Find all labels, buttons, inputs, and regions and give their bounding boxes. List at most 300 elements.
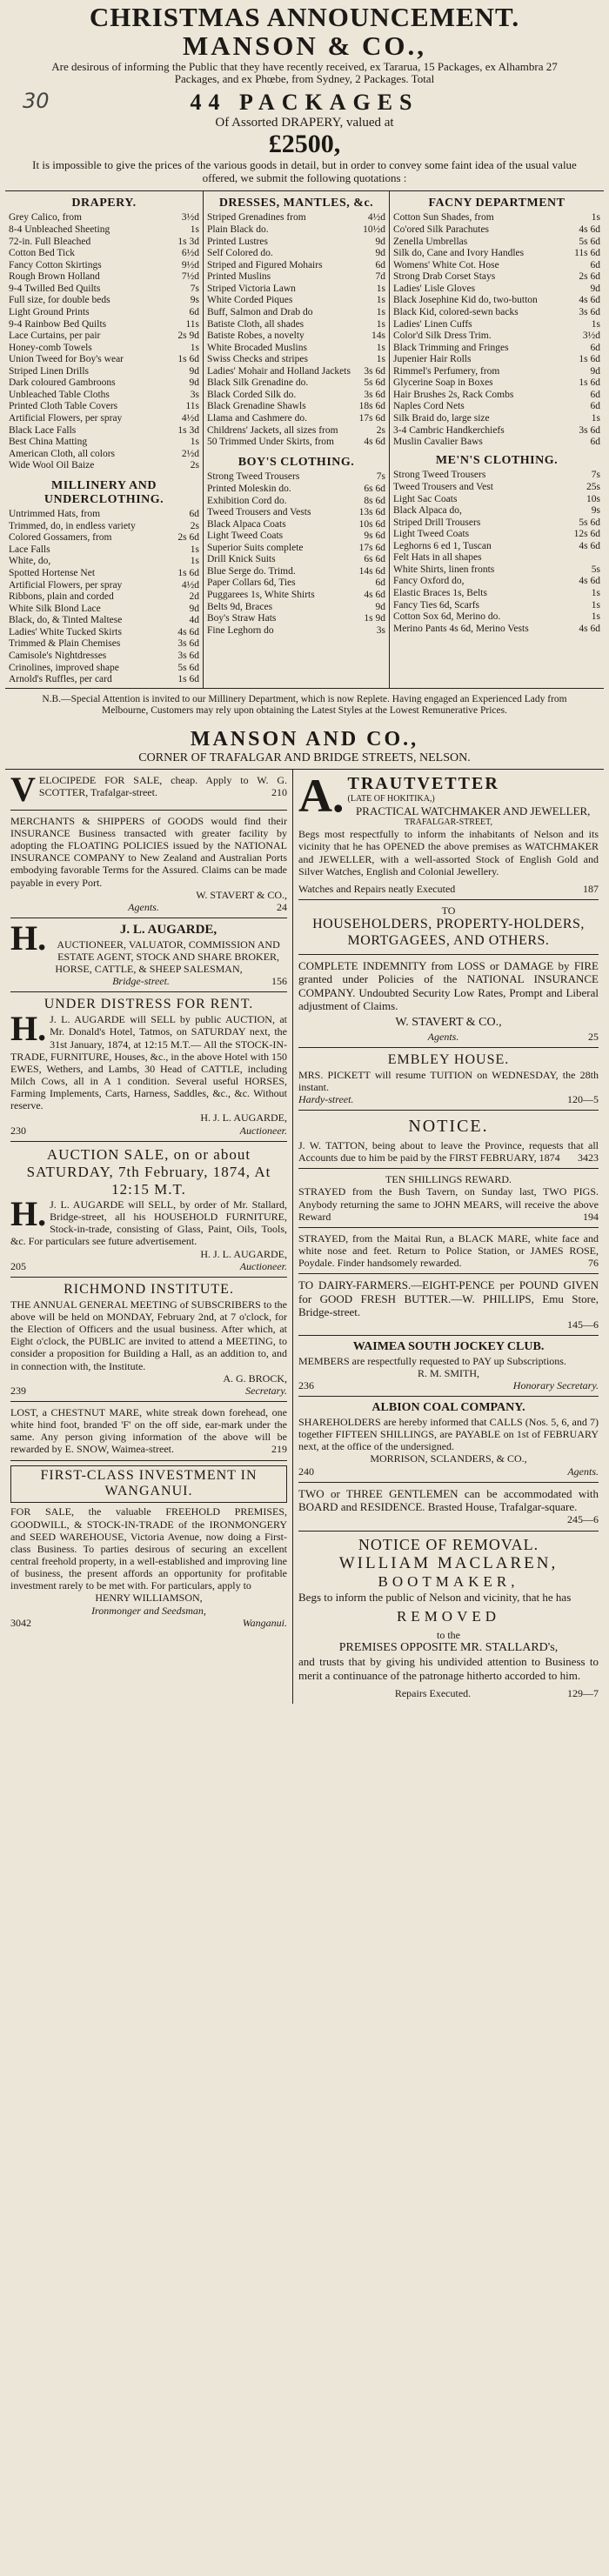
ad-trautvetter — [298, 770, 599, 900]
ad-strayed-mare — [298, 1228, 599, 1274]
trautvetter-sub: (LATE OF HOKITIKA,) — [347, 794, 435, 804]
item-price: 4½d — [181, 579, 199, 591]
lost-text: LOST, a CHESTNUT MARE, white streak down forehead, one white hind foot, branded 'F' on the off side, ear-mark under the same. Any person giving information of the above will be rewarded by E. SNOW, Waimea-street. — [10, 1405, 287, 1456]
item-name: Puggarees 1s, White Shirts — [207, 590, 315, 601]
item-price: 1s 6d — [177, 354, 199, 365]
item-name: Jupenier Hair Rolls — [393, 354, 472, 365]
embley-text: MRS. PICKETT will resume TUITION on WEDNESDAY, the 28th instant. — [298, 1068, 599, 1093]
item-price: 9d — [375, 601, 385, 612]
dresses-heading: DRESSES, MANTLES, &c. — [218, 196, 374, 210]
price-item — [207, 519, 385, 531]
item-price: 6s 6d — [364, 483, 385, 494]
item-name: Elastic Braces 1s, Belts — [393, 588, 487, 599]
removal-premises: PREMISES OPPOSITE MR. STALLARD's, — [338, 1640, 559, 1654]
removal-foot: Repairs Executed. — [394, 1686, 472, 1699]
distress-signer: H. J. L. AUGARDE, — [200, 1111, 287, 1124]
item-name: Honey-comb Towels — [9, 342, 92, 353]
item-name: Belts 9d, Braces — [207, 601, 273, 612]
householders-to: TO — [441, 904, 456, 918]
item-price: 3½d — [582, 330, 600, 342]
price-item — [207, 471, 385, 484]
packages-count: 44 PACKAGES — [190, 90, 419, 116]
auction-signer: H. J. L. AUGARDE, — [200, 1247, 287, 1260]
item-price: 1s — [376, 342, 385, 353]
price-item — [9, 615, 199, 627]
price-item — [9, 580, 199, 592]
item-name: Merino Pants 4s 6d, Merino Vests — [393, 623, 529, 634]
price-item — [9, 604, 199, 616]
item-price: 3s 6d — [177, 638, 199, 650]
item-price: 4s 6d — [364, 590, 385, 601]
price-item — [9, 354, 199, 366]
price-item — [207, 484, 385, 496]
ad-dairy-farmers — [298, 1274, 599, 1336]
price-item — [393, 611, 600, 624]
price-item — [393, 437, 600, 449]
price-item — [207, 507, 385, 519]
item-name: Lace Falls — [9, 544, 50, 555]
item-price: 1s — [376, 306, 385, 317]
item-price: 9d — [590, 283, 600, 294]
item-name: Trimmed, do, in endless variety — [9, 520, 136, 531]
albion-role: Agents. — [567, 1465, 599, 1478]
item-price: 1s 6d — [177, 568, 199, 578]
mens-list — [393, 470, 600, 635]
item-name: Striped Victoria Lawn — [207, 283, 296, 294]
price-item — [207, 425, 385, 437]
price-item — [207, 543, 385, 555]
item-name: Striped and Figured Mohairs — [207, 259, 323, 270]
item-name: Cotton Sun Shades, from — [393, 212, 494, 224]
embley-addr: Hardy-street. — [298, 1093, 354, 1106]
item-name: Light Tweed Coats — [207, 531, 284, 542]
price-item — [393, 319, 600, 331]
price-item — [207, 401, 385, 413]
item-name: White Corded Piques — [207, 295, 293, 306]
item-price: 7s — [190, 283, 199, 294]
price-item — [207, 496, 385, 508]
item-price: 1s — [376, 318, 385, 330]
merchants-role: Agents. — [128, 900, 159, 913]
price-item — [393, 529, 600, 541]
item-price: 1s 6d — [579, 377, 600, 389]
item-price: 10s — [586, 493, 600, 504]
ad-householders — [298, 900, 599, 955]
reward-heading: TEN SHILLINGS REWARD. — [385, 1173, 512, 1186]
notice-heading: NOTICE. — [408, 1117, 489, 1137]
item-price: 4s 6d — [579, 540, 600, 551]
price-item — [9, 295, 199, 307]
item-name: Glycerine Soap in Boxes — [393, 377, 493, 389]
item-price: 9d — [590, 365, 600, 377]
item-price: 1s — [591, 599, 600, 611]
price-item — [393, 564, 600, 577]
ad-waimea-jockey-club — [298, 1336, 599, 1397]
item-name: 72-in. Full Bleached — [9, 236, 91, 247]
price-item — [393, 576, 600, 588]
item-price: 1s — [190, 544, 199, 555]
item-price: 17s 6d — [358, 542, 385, 553]
price-item — [207, 577, 385, 590]
item-price: 1s — [591, 413, 600, 424]
item-name: Cotton Sox 6d, Merino do. — [393, 611, 501, 623]
item-price: 7s — [591, 470, 600, 481]
item-name: Fancy Cotton Skirtings — [9, 259, 102, 270]
item-price: 1s — [591, 212, 600, 224]
price-item — [9, 224, 199, 237]
price-item — [9, 237, 199, 249]
price-item — [207, 554, 385, 566]
item-price: 7d — [375, 271, 385, 283]
price-item — [9, 377, 199, 390]
price-item — [393, 284, 600, 296]
merchants-text: MERCHANTS & SHIPPERS of GOODS would find their INSURANCE Business transacted with greater facility by adopting the FLOATING POLICIES issued by the NATIONAL INSURANCE COMPANY to New Zealand and Australian Ports embodying favorable Terms for the Assured. Claims can be made payable in every Port. — [10, 814, 287, 889]
price-item — [393, 588, 600, 600]
item-price: 1s — [376, 283, 385, 294]
item-name: Tweed Trousers and Vest — [393, 481, 493, 492]
item-name: White Brocaded Muslins — [207, 342, 307, 353]
trautvetter-name: TRAUTVETTER — [347, 773, 499, 793]
item-name: Drill Knick Suits — [207, 554, 276, 565]
item-price: 1s — [190, 437, 199, 448]
item-price: 8s 6d — [364, 495, 385, 506]
item-name: Printed Lustres — [207, 236, 268, 247]
price-item — [9, 674, 199, 686]
item-name: Black Grenadine Shawls — [207, 401, 306, 412]
price-item — [9, 330, 199, 343]
price-item — [9, 319, 199, 331]
item-name: White Shirts, linen fronts — [393, 564, 495, 575]
item-name: Buff, Salmon and Drab do — [207, 306, 313, 317]
price-item — [9, 307, 199, 319]
price-table — [5, 190, 604, 689]
item-name: Naples Cord Nets — [393, 401, 465, 412]
fancy-list — [393, 212, 600, 448]
price-item — [393, 307, 600, 319]
item-name: Llama and Cashmere do. — [207, 413, 307, 424]
item-price: 12s 6d — [573, 529, 600, 540]
item-name: Self Colored do. — [207, 248, 273, 259]
item-price: 10½d — [363, 224, 385, 236]
price-item — [9, 437, 199, 449]
price-item — [9, 390, 199, 402]
ad-velocipede — [10, 770, 287, 811]
price-item — [393, 354, 600, 366]
item-price: 2½d — [181, 448, 199, 459]
price-item — [207, 271, 385, 284]
richmond-heading: RICHMOND INSTITUTE. — [64, 1281, 234, 1297]
price-item — [393, 390, 600, 402]
item-name: Ribbons, plain and corded — [9, 591, 114, 603]
ad-ten-shillings-reward — [298, 1169, 599, 1228]
item-price: 6d — [375, 259, 385, 270]
embley-heading: EMBLEY HOUSE. — [387, 1051, 510, 1067]
price-item — [9, 638, 199, 651]
item-price: 1s — [190, 342, 199, 353]
quotations-intro: It is impossible to give the prices of the various goods in detail, but in order to convey some faint idea of the usual value offered, we submit the following quotations : — [32, 157, 577, 184]
price-item — [393, 470, 600, 482]
item-price: 1s — [591, 318, 600, 330]
strayed-text: STRAYED, from the Maitai Run, a BLACK MARE, white face and white nose and feet. Return to Police Station, or JAMES ROSE, Poydale. Finder handsomely rewarded. — [298, 1231, 599, 1270]
item-price: 11s 6d — [574, 248, 600, 259]
price-item — [393, 295, 600, 307]
price-item — [9, 401, 199, 413]
price-item — [393, 330, 600, 343]
item-price: 3s 6d — [364, 389, 385, 400]
price-item — [207, 377, 385, 390]
price-item — [207, 319, 385, 331]
item-name: White Silk Blond Lace — [9, 603, 101, 614]
price-item — [207, 248, 385, 260]
waimea-role: Honorary Secretary. — [512, 1379, 599, 1392]
indemnity-num: 25 — [587, 1030, 599, 1043]
item-name: Wide Wool Oil Baize — [9, 460, 95, 471]
item-name: Light Sac Coats — [393, 493, 458, 504]
dresses-list — [207, 212, 385, 448]
item-name: Black Alpaca do, — [393, 505, 462, 517]
item-name: Striped Drill Trousers — [393, 517, 481, 528]
millinery-list — [9, 509, 199, 685]
albion-text: SHAREHOLDERS are hereby informed that CALLS (Nos. 5, 6, and 7) together FIFTEEN SHILLINGS, are PAYABLE on 1st of FEBRUARY next, at the office of the undersigned. — [298, 1415, 599, 1453]
price-item — [207, 260, 385, 272]
price-item — [207, 613, 385, 625]
price-item — [393, 377, 600, 390]
item-name: Arnold's Ruffles, per card — [9, 674, 112, 685]
auction-text: J. L. AUGARDE will SELL, by order of Mr. Stallard, Bridge-street, all his HOUSEHOLD FURNITURE, Stock-in-trade, consisting of Glass, Paint, Oils, Tools, &c. For particulars see future advertisement. — [10, 1198, 287, 1248]
price-item — [393, 260, 600, 272]
albion-signer: MORRISON, SCLANDERS, & CO., — [370, 1452, 527, 1465]
millinery-heading: MILLINERY AND UNDERCLOTHING. — [44, 478, 164, 506]
classified-right-column — [293, 770, 604, 1704]
item-price: 2s 6d — [579, 271, 600, 283]
richmond-signer: A. G. BROCK, — [223, 1371, 287, 1385]
price-item — [9, 509, 199, 521]
item-name: Black Alpaca Coats — [207, 518, 286, 530]
price-col-left — [5, 191, 204, 688]
item-price: 13s 6d — [358, 507, 385, 518]
merchants-num: 24 — [276, 900, 287, 913]
assorted-line: Of Assorted DRAPERY, valued at — [215, 115, 394, 130]
price-item — [9, 413, 199, 425]
item-name: Black Lace Falls — [9, 424, 77, 436]
item-name: Tweed Trousers and Vests — [207, 507, 311, 518]
item-name: Ladies' White Tucked Skirts — [9, 626, 122, 637]
distress-num: 230 — [10, 1124, 26, 1137]
announcement-title: CHRISTMAS ANNOUNCEMENT. — [89, 2, 520, 32]
price-item — [207, 237, 385, 249]
removal-num: 129—7 — [567, 1686, 599, 1699]
item-name: Striped Grenadines from — [207, 212, 306, 224]
firm-name: MANSON & CO., — [182, 30, 427, 61]
price-item — [393, 248, 600, 260]
item-price: 5s — [591, 564, 600, 575]
mens-heading: ME'N'S CLOTHING. — [435, 453, 559, 467]
fancy-heading: FACNY DEPARTMENT — [428, 196, 566, 210]
price-item — [9, 556, 199, 568]
augarde-num: 156 — [271, 975, 287, 988]
price-item — [9, 260, 199, 272]
price-item — [9, 544, 199, 557]
item-name: Co'ored Silk Parachutes — [393, 224, 490, 236]
drop-cap-h: H. — [10, 918, 47, 958]
drapery-list — [9, 212, 199, 471]
albion-num: 240 — [298, 1465, 314, 1478]
item-price: 4s 6d — [579, 295, 600, 306]
investment-place: Wanganui. — [242, 1616, 287, 1629]
item-price: 1s 9d — [364, 613, 385, 624]
price-item — [393, 224, 600, 237]
item-price: 4s 6d — [579, 224, 600, 236]
item-price: 3½d — [181, 212, 199, 224]
auction-heading: AUCTION SALE, on or about SATURDAY, 7th February, 1874, At 12:15 M.T. — [26, 1145, 271, 1198]
item-price: 2d — [189, 591, 199, 603]
removal-heading: NOTICE OF REMOVAL. — [358, 1535, 539, 1553]
item-price: 6d — [590, 342, 600, 353]
item-price: 4s 6d — [579, 576, 600, 587]
price-item — [393, 482, 600, 494]
waimea-text: MEMBERS are respectfully requested to PAY up Subscriptions. — [298, 1354, 566, 1367]
price-item — [393, 552, 600, 564]
price-item — [207, 602, 385, 614]
item-name: Black Trimming and Fringes — [393, 342, 509, 353]
item-price: 1s 3d — [177, 236, 199, 247]
item-name: Paper Collars 6d, Ties — [207, 577, 296, 589]
item-name: Zenella Umbrellas — [393, 236, 468, 247]
price-item — [9, 425, 199, 437]
item-name: American Cloth, all colors — [9, 448, 115, 459]
ad-embley-house — [298, 1048, 599, 1111]
albion-heading: ALBION COAL COMPANY. — [371, 1401, 525, 1415]
item-name: Black, do, & Tinted Maltese — [9, 615, 123, 626]
item-price: 2s — [190, 460, 199, 471]
waimea-num: 236 — [298, 1379, 314, 1392]
item-name: Dark coloured Gambroons — [9, 377, 116, 389]
item-name: Strong Drab Corset Stays — [393, 271, 496, 283]
item-name: Spotted Hortense Net — [9, 568, 96, 578]
price-item — [9, 521, 199, 533]
item-name: Camisole's Nightdresses — [9, 650, 107, 661]
item-price: 9s — [190, 295, 199, 306]
gentlemen-num: 245—6 — [567, 1513, 599, 1526]
item-price: 1s — [190, 556, 199, 567]
price-item — [207, 390, 385, 402]
item-name: 9-4 Twilled Bed Quilts — [9, 283, 101, 294]
item-name: Fancy Ties 6d, Scarfs — [393, 599, 480, 611]
item-name: Union Tweed for Boy's wear — [9, 354, 124, 365]
bottom-firm-name: MANSON AND CO., — [190, 728, 419, 751]
classified-ads — [5, 769, 604, 1704]
item-price: 9d — [375, 236, 385, 247]
boys-heading: BOY'S CLOTHING. — [238, 455, 355, 469]
price-item — [9, 532, 199, 544]
removal-text2: and trusts that by giving his undivided attention to Business to merit a continuance of the patronage hitherto accorded to him. — [298, 1655, 599, 1682]
item-price: 4d — [189, 615, 199, 626]
item-price: 6d — [590, 389, 600, 400]
item-name: Blue Serge do. Trimd. — [207, 565, 296, 577]
item-price — [599, 552, 600, 564]
price-item — [393, 541, 600, 553]
item-price: 5s 6d — [579, 517, 600, 528]
item-price: 3s 6d — [177, 650, 199, 661]
distress-heading: UNDER DISTRESS FOR RENT. — [44, 997, 254, 1012]
item-price: 14s 6d — [358, 565, 385, 577]
price-item — [393, 624, 600, 636]
item-name: Printed Muslins — [207, 271, 271, 283]
item-price: 7½d — [181, 271, 199, 283]
price-item — [393, 366, 600, 378]
dairy-num: 145—6 — [567, 1318, 599, 1331]
item-price: 4s 6d — [579, 623, 600, 634]
price-item — [393, 425, 600, 437]
item-name: Muslin Cavalier Baws — [393, 437, 483, 448]
price-item — [393, 237, 600, 249]
item-name: Ladies' Mohair and Holland Jackets — [207, 365, 351, 377]
item-name: Grey Calico, from — [9, 212, 82, 224]
item-price: 1s 6d — [579, 354, 600, 365]
item-name: White, do, — [9, 556, 51, 567]
reward-text: STRAYED from the Bush Tavern, on Sunday last, TWO PIGS. Anybody returning the same to JOHN MEARS, will receive the above Reward — [298, 1185, 599, 1223]
item-price: 5s 6d — [364, 377, 385, 389]
ad-albion-coal — [298, 1397, 599, 1482]
price-item — [9, 460, 199, 472]
item-price: 1s — [190, 224, 199, 236]
item-name: Fancy Oxford do, — [393, 576, 465, 587]
item-name: Best China Matting — [9, 437, 88, 448]
item-name: Fine Leghorn do — [207, 624, 274, 636]
price-item — [9, 366, 199, 378]
investment-heading: FIRST-CLASS INVESTMENT IN WANGANUI. — [10, 1465, 287, 1504]
item-name: 8-4 Unbleached Sheeting — [9, 224, 110, 236]
item-name: Batiste Cloth, all shades — [207, 318, 304, 330]
price-item — [9, 663, 199, 675]
auction-role: Auctioneer. — [239, 1259, 287, 1272]
ad-lost-mare — [10, 1402, 287, 1461]
ad-richmond-institute — [10, 1278, 287, 1402]
drapery-heading: DRAPERY. — [71, 196, 137, 210]
indemnity-role: Agents. — [427, 1030, 459, 1043]
item-name: Felt Hats in all shapes — [393, 552, 482, 564]
item-name: Rough Brown Holland — [9, 271, 100, 283]
item-name: Colored Gossamers, from — [9, 532, 112, 544]
item-name: Strong Tweed Trousers — [393, 470, 486, 481]
price-col-right — [390, 191, 604, 688]
packages-row — [5, 90, 604, 115]
item-name: Silk Braid do, large size — [393, 413, 490, 424]
distress-text: J. L. AUGARDE will SELL by public AUCTION, at Mr. Donald's Hotel, Tatmos, on SATURDAY next, the 31st January, 1874, at 12:15 M.T.— All the STOCK-IN-TRADE, FURNITURE, Houses, &c., in the above Hotel with 150 EWES, Wethers, and Lambs, 30 Head of CATTLE, including Milch Cows, all in A 1 condition. Several useful HORSES, Farming Implements, Carts, Harness, Saddles, &c., &c. Without reserve. — [10, 1013, 287, 1112]
price-item — [207, 366, 385, 378]
item-price: 2s — [190, 520, 199, 531]
price-item — [393, 271, 600, 284]
price-item — [207, 330, 385, 343]
item-name: Printed Cloth Table Covers — [9, 401, 118, 412]
price-item — [9, 568, 199, 580]
richmond-num: 239 — [10, 1384, 26, 1397]
item-name: Untrimmed Hats, from — [9, 509, 101, 520]
strayed-num: 76 — [588, 1257, 599, 1270]
item-price: 10s 6d — [358, 518, 385, 530]
item-name: Ladies' Linen Cuffs — [393, 318, 472, 330]
ad-fire-indemnity — [298, 955, 599, 1048]
trautvetter-trade: PRACTICAL WATCHMAKER AND JEWELLER, — [356, 804, 591, 818]
item-name: Boy's Straw Hats — [207, 613, 277, 624]
price-col-middle — [204, 191, 390, 688]
item-price: 3s — [190, 389, 199, 400]
item-name: Lace Curtains, per pair — [9, 330, 101, 342]
investment-role: Ironmonger and Seedsman, — [91, 1604, 206, 1617]
item-price: 4½d — [367, 212, 385, 224]
notice-text: J. W. TATTON, being about to leave the Province, requests that all Accounts due to him be paid by the FIRST FEBRUARY, 1874 — [298, 1138, 599, 1165]
item-name: Leghorns 6 ed 1, Tuscan — [393, 540, 492, 551]
